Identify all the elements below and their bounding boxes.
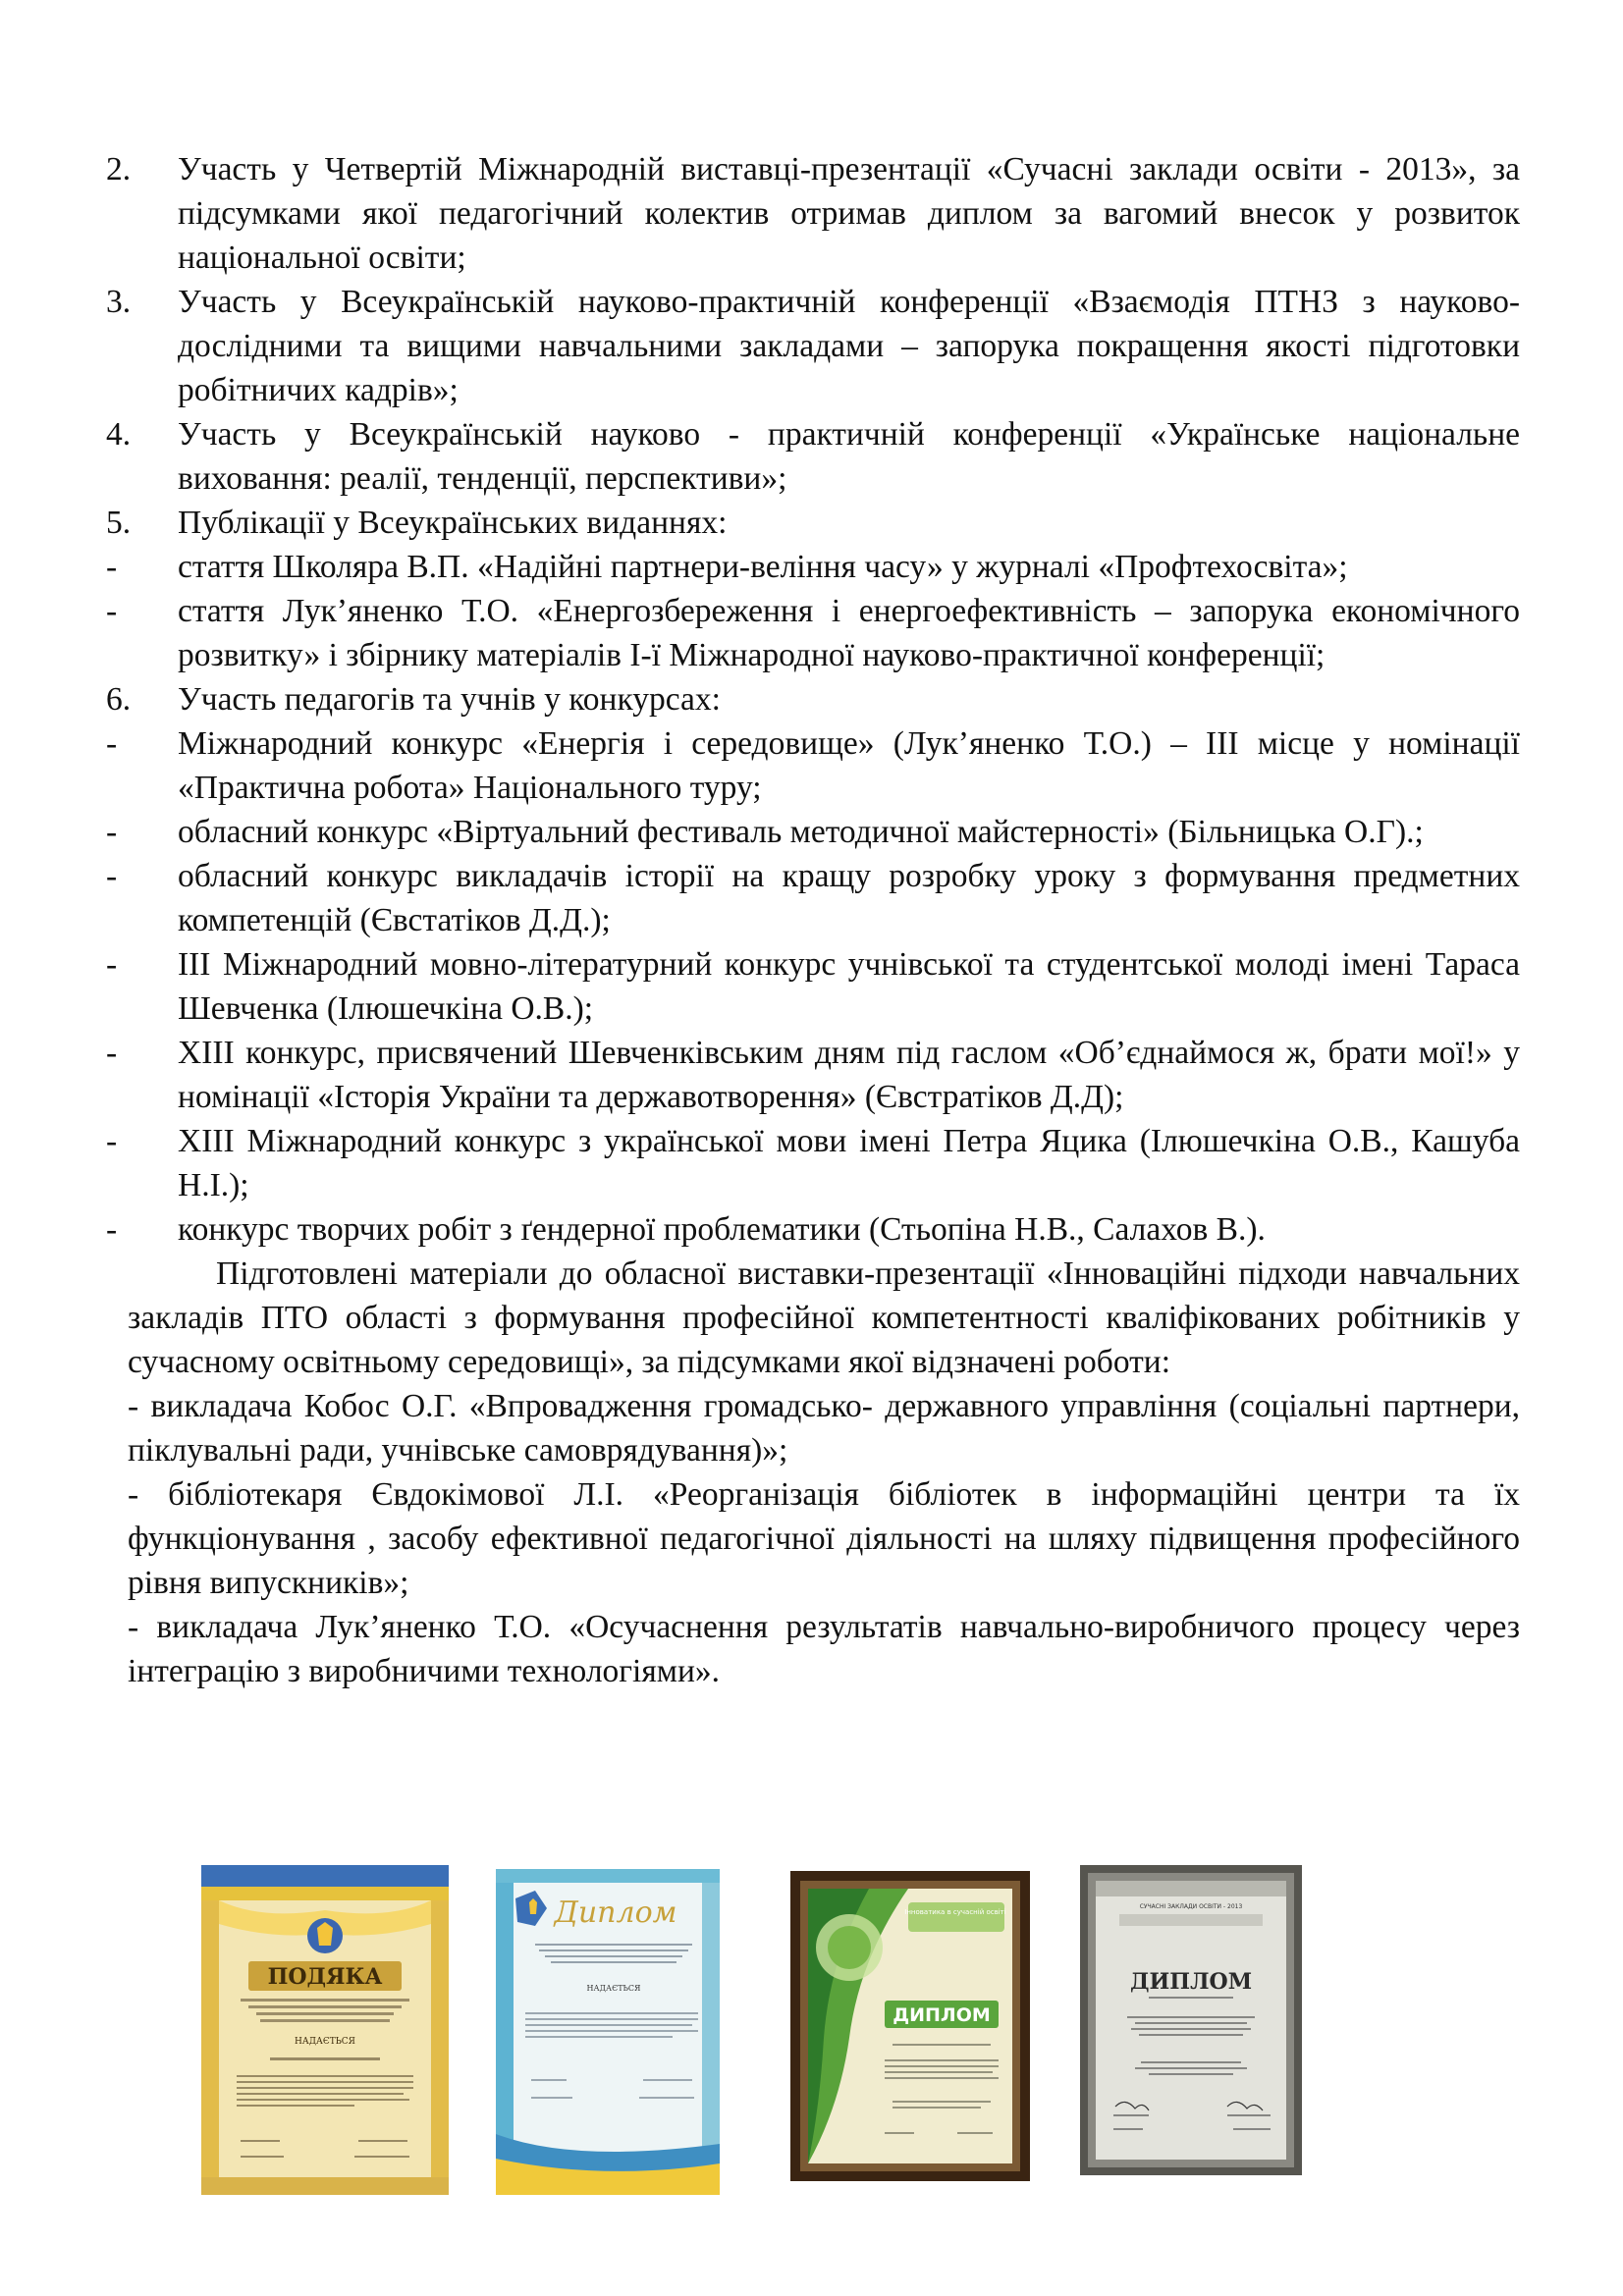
document-body (106, 147, 1520, 1693)
list-marker: 6. (106, 681, 132, 718)
certificate-header: Інноватика в сучасній освіті (904, 1908, 1006, 1916)
certificate-title: Диплом (554, 1896, 677, 1930)
list-item-text: обласний конкурс викладачів історії на кращу розробку уроку з формування предметних компетенцій (Євстатіков Д.Д.); (178, 858, 1520, 938)
certificate-image (201, 1865, 449, 2195)
award-photo-diplom-blue (496, 1869, 720, 2195)
list-item-text: Участь педагогів та учнів у конкурсах: (178, 681, 721, 718)
list-item (106, 854, 1520, 942)
list-item-text: ХІІІ конкурс, присвячений Шевченківським дням під гаслом «Об’єднаймося ж, брати мої!» у номінації «Історія України та державотворення» (Євстратіков Д.Д); (178, 1035, 1520, 1115)
list-item-text: стаття Лук’яненко Т.О. «Енергозбереження і енергоефективність – запорука економічного розвитку» і збірнику матеріалів І-ї Міжнародної науково-практичної конференції; (178, 593, 1520, 673)
paragraph-award: - викладача Лук’яненко Т.О. «Осучаснення результатів навчально-виробничого процесу через інтеграцію з виробничими технологіями». (128, 1609, 1520, 1689)
list-item (106, 280, 1520, 412)
award-photos (0, 1865, 1623, 2277)
list-marker: - (106, 1123, 118, 1159)
paragraph-award: - бібліотекаря Євдокімової Л.І. «Реорганізація бібліотек в інформаційні центри та їх функціонування , засобу ефективної педагогічної діяльності на шляху підвищення професійного рівня випускників»; (128, 1476, 1520, 1601)
list-item (106, 147, 1520, 280)
list-item-text: Участь у Четвертій Міжнародній виставці-презентації «Сучасні заклади освіти - 2013», за підсумками якої педагогічний колектив отримав диплом за вагомий внесок у розвиток національної освіти; (178, 151, 1520, 276)
list-marker: - (106, 1035, 118, 1071)
list-item (106, 545, 1520, 589)
list-item (106, 589, 1520, 677)
award-photo-diplom-green (790, 1871, 1030, 2181)
list-item (106, 1119, 1520, 1207)
list-item (106, 412, 1520, 501)
list-item-text: Участь у Всеукраїнській науково - практичній конференції «Українське національне виховання: реалії, тенденції, перспективи»; (178, 416, 1520, 497)
list-marker: 2. (106, 151, 132, 187)
list-marker: - (106, 814, 118, 850)
list-item-text: конкурс творчих робіт з ґендерної проблематики (Стьопіна Н.В., Салахов В.). (178, 1211, 1266, 1248)
certificate-subtitle: НАДАЄТЬСЯ (295, 2037, 355, 2047)
list-item (106, 721, 1520, 810)
certificate-header: СУЧАСНІ ЗАКЛАДИ ОСВІТИ - 2013 (1139, 1903, 1243, 1910)
list-item-text: ХІІІ Міжнародний конкурс з української мови імені Петра Яцика (Ілюшечкіна О.В., Кашуба Н.І.); (178, 1123, 1520, 1203)
list-item-text: Публікації у Всеукраїнських виданнях: (178, 505, 728, 541)
list-item (106, 1207, 1520, 1252)
list-item (106, 1031, 1520, 1119)
list-marker: - (106, 549, 118, 585)
list-marker: - (106, 725, 118, 762)
list-marker: 4. (106, 416, 132, 453)
list-item-text: стаття Школяра В.П. «Надійні партнери-веління часу» у журналі «Профтехосвіта»; (178, 549, 1348, 585)
certificate-image (1080, 1865, 1302, 2175)
list-item-text: обласний конкурс «Віртуальний фестиваль методичної майстерності» (Більницька О.Г).; (178, 814, 1424, 850)
award-photo-podyaka (201, 1865, 449, 2195)
list-item (106, 810, 1520, 854)
certificate-title: ДИПЛОМ (893, 2004, 991, 2026)
list-item (106, 677, 1520, 721)
paragraph-intro: Підготовлені матеріали до обласної виставки-презентації «Інноваційні підходи навчальних закладів ПТО області з формування професійної компетентності кваліфікованих робітників у сучасному освітньому середовищі», за підсумками якої відзначені роботи: (128, 1255, 1520, 1380)
award-photo-diplom-grey (1080, 1865, 1302, 2175)
list-item-text: ІІІ Міжнародний мовно-літературний конкурс учнівської та студентської молоді імені Тараса Шевченка (Ілюшечкіна О.В.); (178, 946, 1520, 1027)
list-marker: - (106, 946, 118, 983)
list-item-text: Участь у Всеукраїнській науково-практичній конференції «Взаємодія ПТНЗ з науково-дослідними та вищими навчальними закладами – запорука покращення якості підготовки робітничих кадрів»; (178, 284, 1520, 408)
certificate-title: ПОДЯКА (267, 1964, 383, 1990)
list-marker: - (106, 858, 118, 894)
certificate-title: ДИПЛОМ (1129, 1969, 1253, 1995)
list-marker: 3. (106, 284, 132, 320)
certificate-image (790, 1871, 1030, 2181)
list-marker: - (106, 1211, 118, 1248)
list-item (106, 942, 1520, 1031)
paragraph-award: - викладача Кобос О.Г. «Впровадження громадсько- державного управління (соціальні партнери, піклувальні ради, учнівське самоврядування)»; (128, 1388, 1520, 1468)
list-item-text: Міжнародний конкурс «Енергія і середовище» (Лук’яненко Т.О.) – ІІІ місце у номінації «Практична робота» Національного туру; (178, 725, 1520, 806)
list-marker: 5. (106, 505, 132, 541)
certificate-subtitle: НАДАЄТЬСЯ (586, 1984, 641, 1993)
list-marker: - (106, 593, 118, 629)
certificate-image (496, 1869, 720, 2195)
list-item (106, 501, 1520, 545)
